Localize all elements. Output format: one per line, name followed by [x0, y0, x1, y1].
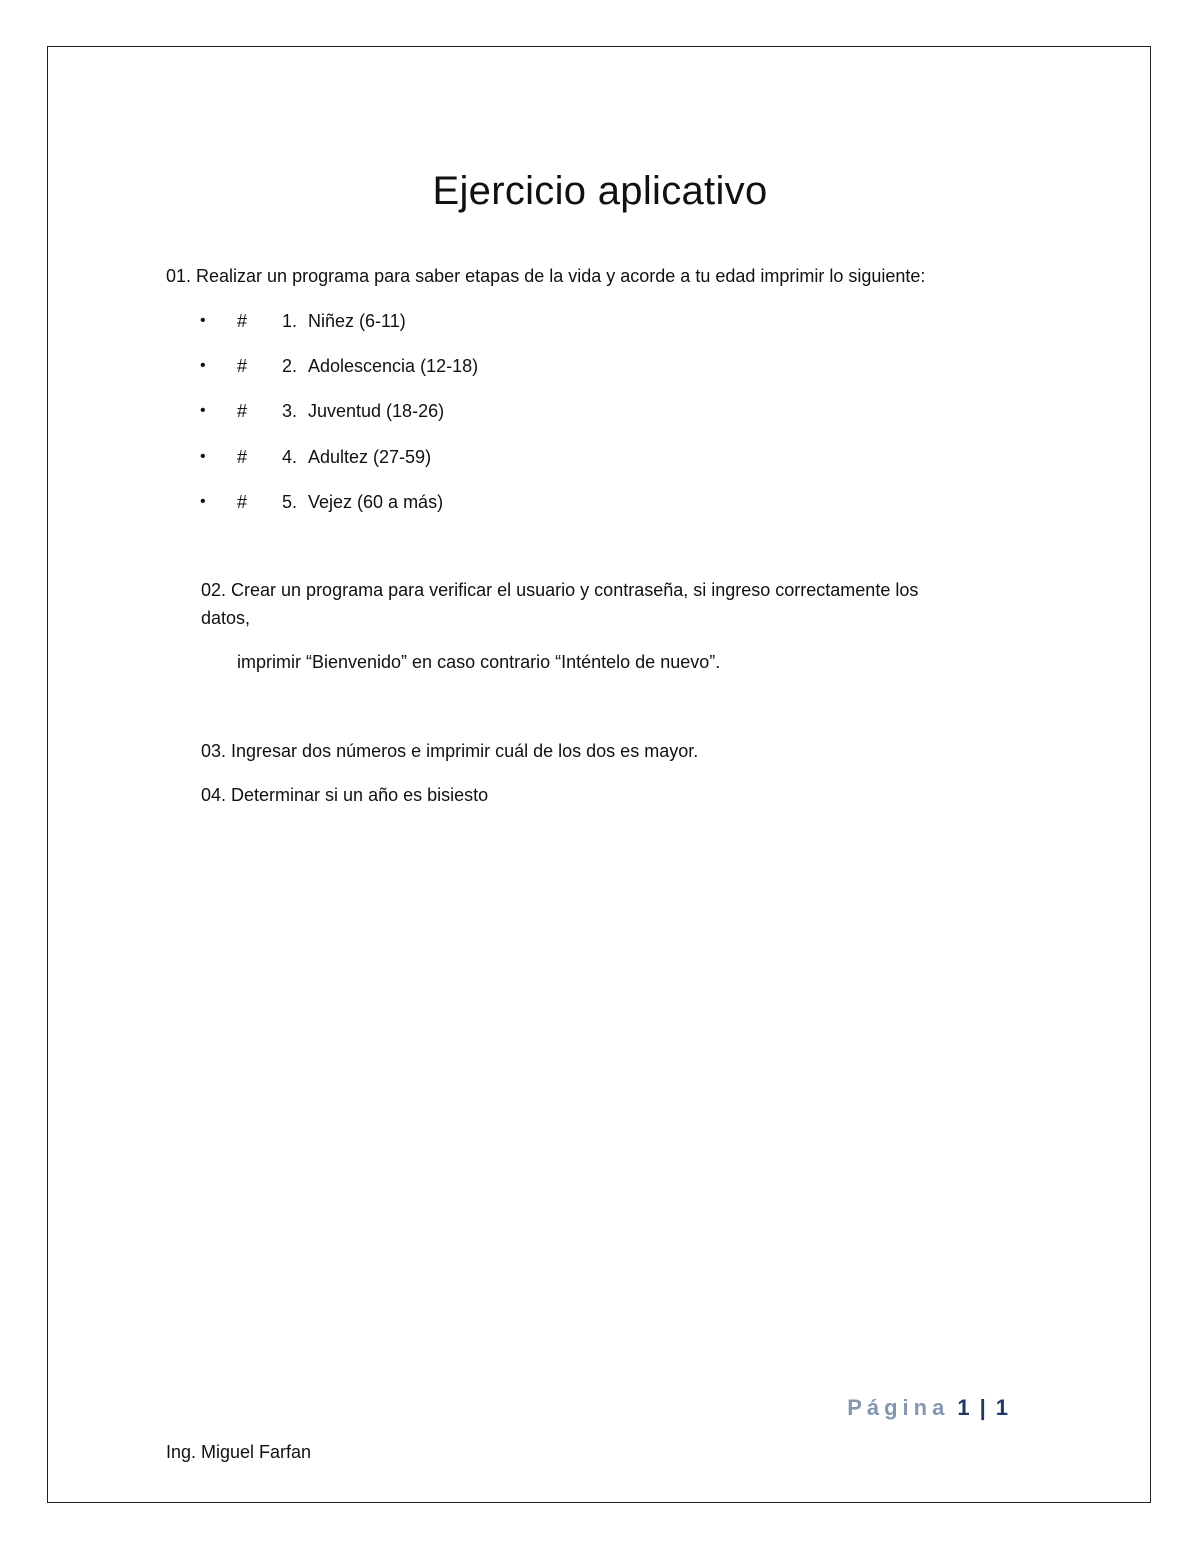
page-separator: |	[979, 1395, 986, 1420]
item-number: 2.	[282, 356, 298, 376]
item-number: 1.	[282, 311, 298, 331]
document-title: Ejercicio aplicativo	[432, 168, 768, 213]
exercise-1-text: 01. Realizar un programa para saber etapas de la vida y acorde a tu edad imprimir lo siguiente:	[166, 266, 926, 286]
item-label: Adultez (27-59)	[308, 447, 432, 467]
hash-marker: #	[237, 401, 248, 421]
hash-marker: #	[237, 492, 248, 512]
page-word: Página	[847, 1395, 950, 1420]
exercise-2-line-2: datos,	[201, 608, 251, 628]
footer-author: Ing. Miguel Farfan	[166, 1442, 312, 1462]
hash-marker: #	[237, 447, 248, 467]
bullet-icon: •	[200, 312, 206, 329]
bullet-icon: •	[200, 402, 206, 419]
item-number: 4.	[282, 447, 298, 467]
item-number: 5.	[282, 492, 298, 512]
page-current: 1	[957, 1395, 970, 1420]
item-label: Juventud (18-26)	[308, 401, 445, 421]
page-total: 1	[995, 1395, 1008, 1420]
item-label: Niñez (6-11)	[308, 311, 406, 331]
item-label: Adolescencia (12-18)	[308, 356, 479, 376]
hash-marker: #	[237, 356, 248, 376]
bullet-icon: •	[200, 493, 206, 510]
exercise-2-line-1: 02. Crear un programa para verificar el usuario y contraseña, si ingreso correctamente los	[201, 580, 919, 600]
item-label: Vejez (60 a más)	[308, 492, 444, 512]
bullet-icon: •	[200, 357, 206, 374]
exercise-4-text: 04. Determinar si un año es bisiesto	[201, 785, 489, 805]
exercise-3-text: 03. Ingresar dos números e imprimir cuál de los dos es mayor.	[201, 741, 699, 761]
bullet-icon: •	[200, 448, 206, 465]
page-number	[847, 1393, 1008, 1423]
hash-marker: #	[237, 311, 248, 331]
item-number: 3.	[282, 401, 298, 421]
exercise-2-line-3: imprimir “Bienvenido” en caso contrario “Inténtelo de nuevo”.	[237, 652, 721, 672]
